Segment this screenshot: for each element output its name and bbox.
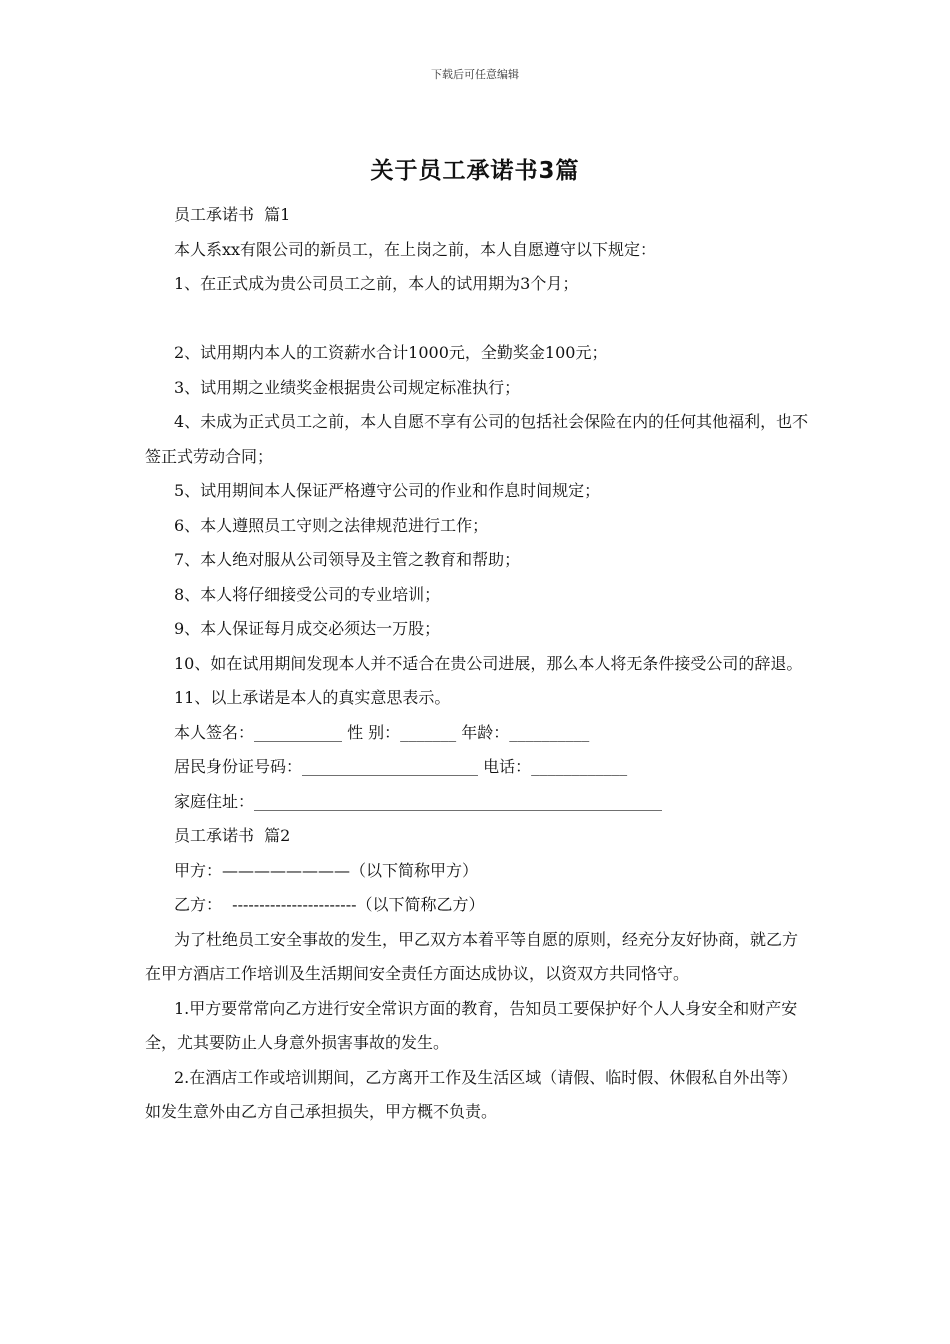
paragraph: 为了杜绝员工安全事故的发生，甲乙双方本着平等自愿的原则，经充分友好协商，就乙方在甲方酒店工作培训及生活期间安全责任方面达成协议，以资双方共同恪守。 bbox=[145, 929, 799, 983]
paragraph: 2、试用期内本人的工资薪水合计1000元，全勤奖金100元； bbox=[174, 343, 608, 362]
document-title: 关于员工承诺书3篇 bbox=[370, 158, 580, 184]
id-phone-line: 居民身份证号码：______________________ 电话：____________ bbox=[174, 757, 628, 776]
signature-line: 本人签名：___________ 性 别：_______ 年龄：__________ bbox=[174, 722, 590, 742]
paragraph: 6、本人遵照员工守则之法律规范进行工作； bbox=[174, 515, 489, 535]
paragraph: 3、试用期之业绩奖金根据贵公司规定标准执行； bbox=[174, 377, 521, 397]
paragraph: 8、本人将仔细接受公司的专业培训； bbox=[174, 584, 441, 604]
paragraph: 5、试用期间本人保证严格遵守公司的作业和作息时间规定； bbox=[174, 481, 601, 500]
paragraph: 4、未成为正式员工之前，本人自愿不享有公司的包括社会保险在内的任何其他福利，也不签正式劳动合同； bbox=[145, 412, 809, 466]
header-note: 下载后可任意编辑 bbox=[431, 68, 519, 81]
address-line: 家庭住址：___________________________________________________ bbox=[174, 791, 663, 811]
section-heading-2: 员工承诺书 篇2 bbox=[174, 826, 291, 845]
paragraph: 本人系xx有限公司的新员工，在上岗之前，本人自愿遵守以下规定： bbox=[174, 239, 657, 259]
party-a-line: 甲方：————————（以下简称甲方） bbox=[174, 860, 479, 880]
paragraph: 1、在正式成为贵公司员工之前，本人的试用期为3个月； bbox=[174, 274, 579, 293]
party-b-line: 乙方： -----------------------（以下简称乙方） bbox=[174, 895, 485, 914]
paragraph: 7、本人绝对服从公司领导及主管之教育和帮助； bbox=[174, 550, 521, 569]
document-body bbox=[145, 198, 810, 1130]
paragraph: 2.在酒店工作或培训期间，乙方离开工作及生活区域（请假、临时假、休假私自外出等）如发生意外由乙方自己承担损失，甲方概不负责。 bbox=[145, 1067, 798, 1121]
paragraph: 10、如在试用期间发现本人并不适合在贵公司进展，那么本人将无条件接受公司的辞退。 bbox=[174, 653, 803, 673]
section-heading-1: 员工承诺书 篇1 bbox=[174, 205, 291, 224]
paragraph: 1.甲方要常常向乙方进行安全常识方面的教育，告知员工要保护好个人人身安全和财产安全，尤其要防止人身意外损害事故的发生。 bbox=[145, 998, 798, 1052]
paragraph: 11、以上承诺是本人的真实意思表示。 bbox=[174, 688, 451, 707]
paragraph: 9、本人保证每月成交必须达一万股； bbox=[174, 619, 441, 638]
